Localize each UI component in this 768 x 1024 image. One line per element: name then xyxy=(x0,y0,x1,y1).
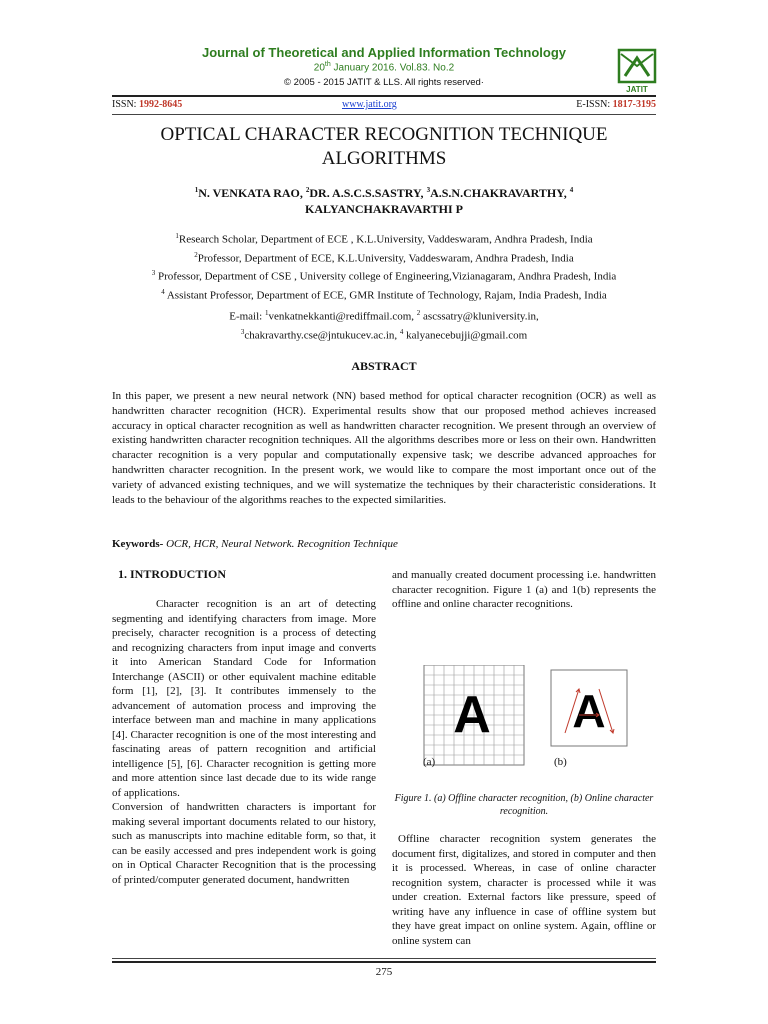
footer-rule-thick xyxy=(112,961,656,963)
paper-title xyxy=(112,123,656,171)
affiliations xyxy=(112,229,656,304)
affiliation-text: Professor, Department of CSE , University college of Engineering,Vizianagaram, Andhra Pradesh, India xyxy=(155,270,617,283)
figure-1 xyxy=(419,665,633,770)
email-label: E-mail: xyxy=(229,310,265,323)
abstract-body: In this paper, we present a new neural network (NN) based method for optical character recognition (OCR) as well as handwritten character recognition (HCR). Experimental results show that our proposed method achieves increased accuracy in optical character recognition as well as handwritten character recognition. We present through an overview of existing handwritten character recognition techniques. All the algorithms describes more or less on their own. Handwritten character recognition is a very popular and computationally expensive task; we describe advanced approaches for handwritten character recognition. In the present work, we would like to compare the most important once out of the variety of advanced existing techniques, and we will systematize the techniques by their characteristic considerations. It leads to the behaviour of the algorithms reaches to the expected similarities. xyxy=(112,390,656,506)
affiliation xyxy=(112,248,656,267)
keywords-list: OCR, HCR, Neural Network. Recognition Technique xyxy=(163,538,398,550)
page-number: 275 xyxy=(375,966,393,978)
author-sup: 1 xyxy=(194,186,199,194)
journal-title: Journal of Theoretical and Applied Information Technology xyxy=(201,45,567,60)
logo-text: JATIT xyxy=(626,85,648,94)
eissn-label: E-ISSN: xyxy=(576,99,613,110)
issue-day: 20 xyxy=(313,62,325,74)
issue-rest: January 2016. Vol.83. No.2 xyxy=(330,62,455,74)
title-line-1: OPTICAL CHARACTER RECOGNITION TECHNIQUE xyxy=(160,124,608,145)
column-left xyxy=(112,597,376,887)
email-sup: 1 xyxy=(264,309,269,317)
email-sup: 3 xyxy=(240,327,245,336)
affiliation-sup: 4 xyxy=(161,287,165,296)
issn-label: ISSN: xyxy=(112,99,139,110)
affiliation xyxy=(112,229,656,248)
section-heading-introduction: 1. INTRODUCTION xyxy=(118,567,227,581)
figure-label-a: (a) xyxy=(423,756,436,768)
emails-line-1 xyxy=(112,306,656,325)
offline-letter: A xyxy=(453,686,491,744)
title-line-2: ALGORITHMS xyxy=(321,148,447,169)
header-rule-top xyxy=(112,95,656,97)
figure-caption: Figure 1. (a) Offline character recognition, (b) Online character recognition. xyxy=(394,793,654,817)
figure-label-b: (b) xyxy=(554,756,567,768)
affiliation-sup: 2 xyxy=(194,250,198,259)
abstract-heading: ABSTRACT xyxy=(351,359,417,373)
column-right-top: and manually created document processing i.e. handwritten character recognition. Figure 1 (a) and 1(b) represents the offline and online character recognitions. xyxy=(392,569,656,610)
affiliation-text: Professor, Department of ECE, K.L.University, Vaddeswaram, Andhra Pradesh, India xyxy=(197,252,574,265)
affiliation-sup: 1 xyxy=(175,232,179,240)
affiliation xyxy=(112,266,656,285)
issn-value: 1992-8645 xyxy=(138,99,183,110)
author-sup: 3 xyxy=(426,186,431,194)
author-sup: 2 xyxy=(305,186,310,194)
affiliation-text: Assistant Professor, Department of ECE, GMR Institute of Technology, Rajam, India Pradesh, India xyxy=(164,289,607,302)
emails-line-2 xyxy=(112,325,656,344)
jatit-logo-icon xyxy=(617,48,657,94)
issue-day-suffix: th xyxy=(324,61,331,68)
intro-paragraph-2: Conversion of handwritten characters is important for making several important documents related to our history, such as manuscripts into machine editable form, so that, it can be easily accessed and pres independent work is going on in Optical Character Recognition that is the processing of printed/computer generated document, handwritten xyxy=(112,801,376,886)
journal-website-link[interactable]: www.jatit.org xyxy=(342,99,397,110)
author-emails xyxy=(112,306,656,343)
email-sup: 2 xyxy=(416,309,421,317)
keywords xyxy=(112,538,656,550)
header-rule-bottom xyxy=(112,114,656,115)
keywords-label: Keywords- xyxy=(112,538,164,550)
affiliation xyxy=(112,285,656,304)
column-right-bottom: Offline character recognition system generates the document first, digitalizes, and stored in computer and then it is processed. Whereas, in case of online character recognition system, character is processed while it was under creation. External factors like pressure, speed of writing have any influence in case of offline system but they have great impact on online system. Again, offline or online system can xyxy=(392,833,656,947)
authors-line-1 xyxy=(112,182,656,201)
eissn xyxy=(576,99,656,110)
email-address[interactable]: ascssatry@kluniversity.in, xyxy=(420,310,539,323)
affiliation-sup: 3 xyxy=(151,269,156,278)
eissn-value: 1817-3195 xyxy=(612,99,656,110)
email-sup: 4 xyxy=(399,327,404,336)
affiliation-text: Research Scholar, Department of ECE , K.L.University, Vaddeswaram, Andhra Pradesh, India xyxy=(178,233,593,246)
author-name: A.S.N.CHAKRAVARTHY, xyxy=(430,186,570,200)
author-sup: 4 xyxy=(569,186,574,194)
author-name: DR. A.S.C.S.SASTRY, xyxy=(309,186,427,200)
copyright-notice: © 2005 - 2015 JATIT & LLS. All rights reserved· xyxy=(284,77,484,88)
intro-paragraph-1: Character recognition is an art of detecting segmenting and identifying characters from image. More precisely, character recognition is a process of detecting and recognizing characters from input image and converts it into American Standard Code for Information Interchange (ASCII) or other equivalent machine editable form [1], [2], [3]. It contributes immensely to the advancement of automation process and improving the interface between man and machine in many applications [4]. Character recognition is one of the most interesting and fascinating areas of pattern recognition and artificial intelligence [5], [6]. Character recognition is getting more and more attention since last decade due to its wide range of applications. xyxy=(112,598,376,799)
email-address[interactable]: venkatnekkanti@rediffmail.com, xyxy=(268,310,417,323)
email-address[interactable]: chakravarthy.cse@jntukucev.ac.in, xyxy=(244,329,400,342)
email-address[interactable]: kalyanecebujji@gmail.com xyxy=(403,329,528,342)
author-name: N. VENKATA RAO, xyxy=(198,186,306,200)
online-letter: A xyxy=(572,685,606,737)
authors-line-2: KALYANCHAKRAVARTHI P xyxy=(305,202,463,216)
footer-rule-thin xyxy=(112,958,656,959)
author-list xyxy=(112,182,656,217)
issn xyxy=(112,99,182,110)
